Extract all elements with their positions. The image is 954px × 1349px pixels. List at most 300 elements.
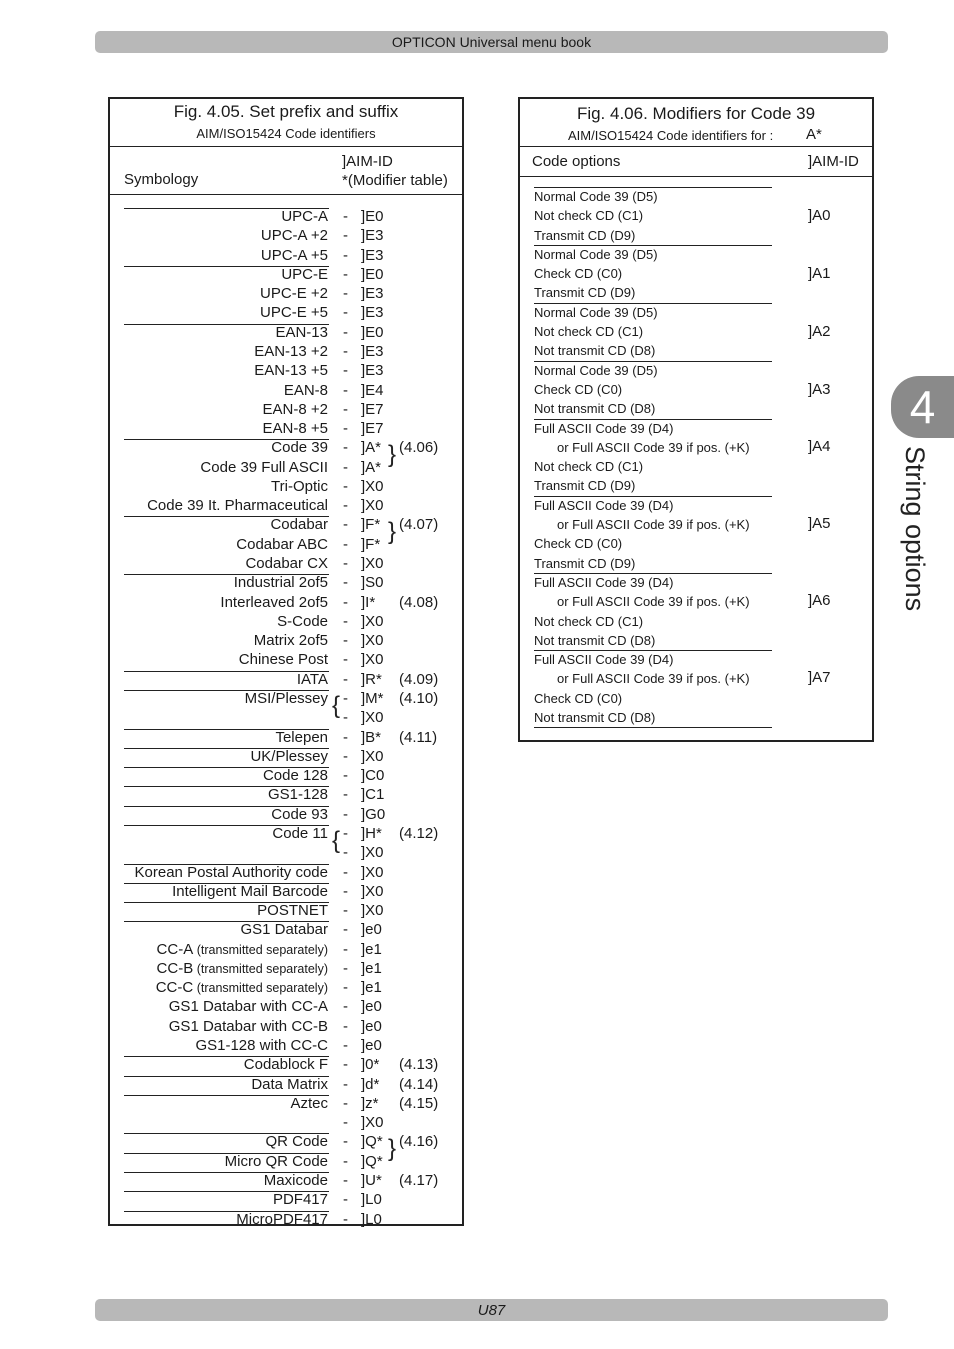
aim-id-code: ]E3	[361, 362, 384, 380]
dash-separator: -	[343, 1210, 348, 1228]
symbology-row	[110, 420, 462, 439]
symbology-row	[110, 401, 462, 420]
symbology-note: (transmitted separately)	[193, 961, 328, 976]
aim-id-code: ]E0	[361, 208, 384, 225]
symbology-name	[271, 478, 328, 495]
aim-id-code: ]H*	[361, 824, 382, 842]
group-separator	[534, 303, 772, 304]
aim-id-code: ]d*	[361, 1075, 380, 1093]
symbology-name	[268, 786, 328, 803]
symbology-name	[245, 690, 328, 707]
dash-separator: -	[343, 535, 348, 553]
aim-id-code: ]E7	[361, 400, 384, 418]
aim-id-code: ]E0	[361, 323, 384, 341]
symbology-name	[220, 594, 328, 611]
symbology-name	[263, 420, 328, 437]
aim-id-header-line2: *(Modifier table)	[342, 172, 448, 189]
code-option-line: or Full ASCII Code 39 if pos. (+K)	[557, 439, 750, 455]
fig-406-subtitle-value: A*	[806, 126, 822, 143]
symbology-name-text: Interleaved 2of5	[220, 593, 328, 611]
aim-id-code: ]E3	[361, 342, 384, 360]
dash-separator: -	[343, 227, 348, 245]
dash-separator: -	[343, 516, 348, 534]
symbology-row	[110, 998, 462, 1017]
modifier-table-ref: (4.11)	[399, 728, 438, 746]
group-separator	[534, 573, 772, 574]
modifier-table-ref: (4.14)	[399, 1075, 439, 1093]
symbology-name-text: UPC-A +5	[260, 246, 328, 264]
symbology-name	[284, 382, 328, 399]
symbology-name-text: Codablock F	[243, 1056, 328, 1074]
aim-id-code: ]X0	[361, 1114, 384, 1132]
aim-id-code: ]Q*	[361, 1152, 383, 1170]
dash-separator: -	[343, 767, 348, 785]
symbology-name-text: Tri-Optic	[271, 477, 328, 495]
dash-separator: -	[343, 1056, 348, 1074]
aim-id-code: ]e1	[361, 940, 382, 958]
code-option-line: Transmit CD (D9)	[534, 285, 636, 301]
symbology-name-text: Korean Postal Authority code	[134, 863, 328, 881]
aim-id-code: ]X0	[361, 477, 384, 495]
code-option-line: Not transmit CD (D8)	[534, 710, 656, 726]
symbology-name-text: Code 93	[271, 805, 328, 823]
aim-id-code: ]L0	[361, 1191, 382, 1209]
fig-406-title: Fig. 4.06. Modifiers for Code 39	[576, 104, 816, 123]
fig-406-column-header	[520, 147, 872, 177]
dash-separator: -	[343, 786, 348, 804]
symbology-name-text: UPC-E +2	[260, 285, 328, 303]
symbology-name	[290, 1095, 328, 1112]
symbology-name	[263, 401, 328, 418]
symbology-name	[251, 1076, 328, 1093]
aim-id-code: ]X0	[361, 747, 384, 765]
dash-separator: -	[343, 998, 348, 1016]
symbology-name-text: PDF417	[272, 1191, 328, 1209]
symbology-row	[110, 227, 462, 246]
symbology-row	[110, 1018, 462, 1037]
header-title: OPTICON Universal menu book	[391, 34, 592, 50]
symbology-note: (transmitted separately)	[193, 981, 328, 996]
symbology-name	[271, 439, 328, 456]
left-brace-icon: {	[332, 692, 341, 719]
symbology-name-text: Code 128	[262, 767, 328, 785]
symbology-name-text: UPC-E +5	[260, 304, 328, 322]
dash-separator: -	[343, 593, 348, 611]
aim-id-code: ]F*	[361, 516, 381, 534]
symbology-row	[110, 1133, 462, 1152]
chapter-title: String options	[900, 446, 930, 612]
symbology-name	[260, 285, 328, 302]
aim-id-code: ]E0	[361, 265, 384, 283]
aim-id-value: ]A7	[808, 669, 831, 687]
symbology-row	[110, 1114, 462, 1133]
symbology-row	[110, 536, 462, 555]
aim-id-code: ]I*	[361, 593, 376, 611]
symbology-name-text: POSTNET	[257, 902, 328, 920]
dash-separator: -	[343, 381, 348, 399]
symbology-name-text: GS1-128 with CC-C	[195, 1037, 328, 1055]
symbology-row	[110, 497, 462, 516]
dash-separator: -	[343, 1191, 348, 1209]
fig-405-rows	[110, 99, 462, 1228]
aim-id-code: ]X0	[361, 497, 384, 515]
code-option-line: Check CD (C0)	[534, 690, 623, 706]
symbology-name	[257, 902, 328, 919]
chapter-number: 4	[909, 381, 936, 433]
code-option-line: Normal Code 39 (D5)	[534, 246, 658, 262]
code-option-line: Not transmit CD (D8)	[534, 632, 656, 648]
dash-separator: -	[343, 1133, 348, 1151]
symbology-name	[297, 671, 328, 688]
code-option-line: Transmit CD (D9)	[534, 555, 636, 571]
fig-406-table	[518, 97, 874, 742]
group-separator	[534, 361, 772, 362]
symbology-name	[200, 459, 328, 476]
symbology-row	[110, 555, 462, 574]
symbology-name	[172, 883, 328, 900]
symbology-row	[110, 979, 462, 998]
symbology-name	[239, 651, 328, 668]
aim-id-code: ]E7	[361, 420, 384, 438]
symbology-name	[281, 208, 328, 225]
dash-separator: -	[343, 863, 348, 881]
symbology-name	[156, 979, 328, 996]
symbology-row	[110, 382, 462, 401]
symbology-name-text: Code 39 It. Pharmaceutical	[147, 497, 328, 515]
symbology-name-text: Codabar CX	[245, 555, 328, 573]
dash-separator: -	[343, 690, 348, 707]
dash-separator: -	[343, 400, 348, 418]
dash-separator: -	[343, 882, 348, 900]
symbology-name	[264, 1172, 328, 1189]
dash-separator: -	[343, 555, 348, 573]
fig-406-header	[520, 99, 872, 147]
aim-id-code: ]C1	[361, 786, 385, 804]
symbology-row	[110, 1037, 462, 1056]
aim-id-code: ]X0	[361, 651, 384, 669]
symbology-name-text: MicroPDF417	[236, 1210, 328, 1228]
symbology-name	[254, 362, 328, 379]
aim-id-value: ]A1	[808, 265, 831, 283]
symbology-row	[110, 806, 462, 825]
symbology-name-text: Telepen	[275, 728, 328, 746]
aim-id-code: ]X0	[361, 844, 384, 862]
code-option-line: Full ASCII Code 39 (D4)	[534, 420, 674, 436]
aim-id-code: ]C0	[361, 767, 385, 785]
aim-id-code: ]F*	[361, 535, 381, 553]
symbology-row	[110, 864, 462, 883]
dash-separator: -	[343, 304, 348, 322]
symbology-row	[110, 478, 462, 497]
symbology-name	[169, 1018, 328, 1035]
symbology-name-text: Codabar ABC	[236, 535, 328, 553]
fig-405-subtitle: AIM/ISO15424 Code identifiers	[196, 126, 376, 141]
code-option-line: Not check CD (C1)	[534, 459, 644, 475]
aim-id-code: ]e0	[361, 1017, 382, 1035]
group-separator	[534, 727, 772, 728]
code-option-line: Check CD (C0)	[534, 381, 623, 397]
symbology-row	[110, 208, 462, 227]
code-option-line: Transmit CD (D9)	[534, 478, 636, 494]
symbology-name-text: Aztec	[290, 1094, 328, 1112]
symbology-name-text: GS1 Databar with CC-A	[168, 998, 328, 1016]
symbology-name-text: Chinese Post	[238, 651, 328, 669]
aim-id-value: ]A3	[808, 380, 831, 398]
symbology-name-text: Micro QR Code	[224, 1152, 328, 1170]
dash-separator: -	[343, 497, 348, 515]
symbology-name	[240, 921, 328, 938]
code-option-line: Not transmit CD (D8)	[534, 343, 656, 359]
symbology-row	[110, 1153, 462, 1172]
aim-id-code: ]E3	[361, 285, 384, 303]
symbology-name-text: Matrix 2of5	[253, 632, 328, 650]
symbology-row	[110, 459, 462, 478]
symbology-name-text: GS1-128	[267, 786, 328, 804]
aim-id-code: ]X0	[361, 612, 384, 630]
modifier-table-ref: (4.13)	[399, 1056, 439, 1074]
symbology-name-text: CC-B	[156, 959, 194, 977]
aim-id-code: ]E3	[361, 227, 384, 245]
modifier-table-ref: (4.09)	[399, 670, 439, 688]
chapter-tab	[891, 376, 954, 438]
dash-separator: -	[343, 477, 348, 495]
dash-separator: -	[343, 612, 348, 630]
symbology-name	[234, 574, 328, 591]
aim-id-code: ]z*	[361, 1094, 379, 1112]
fig-405-title: Fig. 4.05. Set prefix and suffix	[173, 102, 399, 121]
dash-separator: -	[343, 979, 348, 997]
dash-separator: -	[343, 265, 348, 283]
dash-separator: -	[343, 824, 348, 842]
symbology-name	[273, 1191, 328, 1208]
symbology-name	[261, 247, 328, 264]
dash-separator: -	[343, 1094, 348, 1112]
symbology-name-text: Code 39 Full ASCII	[200, 458, 328, 476]
symbology-name-text: GS1 Databar with CC-B	[168, 1017, 328, 1035]
footer-bar	[95, 1299, 888, 1321]
right-brace-icon: }	[388, 1135, 397, 1163]
symbology-name-text: Code 39	[271, 439, 328, 457]
dash-separator: -	[343, 651, 348, 669]
symbology-name-text: QR Code	[265, 1133, 328, 1151]
symbology-row	[110, 516, 462, 535]
symbology-row	[110, 1056, 462, 1075]
symbology-row	[110, 594, 462, 613]
symbology-row	[110, 343, 462, 362]
code-options-header: Code options	[532, 153, 621, 170]
code-option-line: Normal Code 39 (D5)	[534, 304, 658, 320]
dash-separator: -	[343, 1037, 348, 1055]
symbology-name-text: EAN-8 +5	[262, 420, 328, 438]
symbology-row	[110, 709, 462, 728]
code-option-line: Not check CD (C1)	[534, 208, 644, 224]
right-brace-icon: }	[388, 518, 397, 546]
modifier-table-ref: (4.16)	[399, 1133, 439, 1151]
symbology-row	[110, 883, 462, 902]
code-option-line: Normal Code 39 (D5)	[534, 189, 658, 204]
aim-id-code: ]X0	[361, 709, 384, 727]
symbology-name	[245, 555, 328, 572]
modifier-table-ref: (4.12)	[399, 824, 439, 842]
symbology-row	[110, 651, 462, 670]
dash-separator: -	[343, 632, 348, 650]
dash-separator: -	[343, 747, 348, 765]
symbology-row	[110, 324, 462, 343]
aim-id-header: ]AIM-ID	[808, 153, 859, 170]
symbology-row	[110, 632, 462, 651]
aim-id-code: ]X0	[361, 863, 384, 881]
modifier-table-ref: (4.10)	[399, 690, 439, 707]
group-separator	[534, 187, 772, 188]
code-option-line: Not check CD (C1)	[534, 324, 644, 340]
dash-separator: -	[343, 902, 348, 920]
dash-separator: -	[343, 1172, 348, 1189]
aim-id-code: ]e0	[361, 921, 382, 939]
symbology-name-text: Intelligent Mail Barcode	[172, 882, 328, 900]
symbology-row	[110, 285, 462, 304]
symbology-name	[236, 1211, 328, 1228]
symbology-name	[261, 227, 328, 244]
dash-separator: -	[343, 420, 348, 438]
aim-id-value: ]A2	[808, 323, 831, 341]
symbology-name-text: UK/Plessey	[250, 747, 328, 765]
code-option-line: Not check CD (C1)	[534, 613, 644, 629]
aim-id-code: ]0*	[361, 1056, 380, 1074]
dash-separator: -	[343, 323, 348, 341]
code-option-line: Normal Code 39 (D5)	[534, 362, 658, 378]
aim-id-header-line1: ]AIM-ID	[342, 153, 393, 170]
code-option-line: Transmit CD (D9)	[534, 227, 636, 243]
aim-id-code: ]X0	[361, 555, 384, 573]
symbology-name-text: EAN-13 +5	[254, 362, 328, 380]
dash-separator: -	[343, 246, 348, 264]
aim-id-code: ]A*	[361, 439, 382, 457]
dash-separator: -	[343, 921, 348, 939]
modifier-table-ref: (4.15)	[399, 1094, 439, 1112]
dash-separator: -	[343, 574, 348, 592]
dash-separator: -	[343, 458, 348, 476]
symbology-row	[110, 921, 462, 940]
symbology-name	[195, 1037, 328, 1054]
dash-separator: -	[343, 940, 348, 958]
symbology-row	[110, 960, 462, 979]
symbology-row	[110, 671, 462, 690]
aim-id-code: ]e1	[361, 959, 382, 977]
symbology-name	[157, 960, 328, 977]
symbology-row	[110, 266, 462, 285]
dash-separator: -	[343, 362, 348, 380]
code-option-line: Full ASCII Code 39 (D4)	[534, 575, 674, 590]
code-option-line: Not transmit CD (D8)	[534, 401, 656, 417]
header-bar	[95, 31, 888, 53]
symbology-row	[110, 574, 462, 593]
symbology-row	[110, 690, 462, 709]
symbology-name	[263, 767, 328, 784]
group-separator	[534, 650, 772, 651]
aim-id-code: ]G0	[361, 805, 386, 823]
code-option-line: or Full ASCII Code 39 if pos. (+K)	[557, 517, 750, 533]
symbology-row	[110, 439, 462, 458]
symbology-name	[250, 748, 328, 765]
symbology-row	[110, 613, 462, 632]
dash-separator: -	[343, 208, 348, 225]
aim-id-code: ]L0	[361, 1210, 382, 1228]
aim-id-code: ]e1	[361, 979, 382, 997]
aim-id-code: ]e0	[361, 998, 382, 1016]
symbology-name-text: IATA	[296, 670, 328, 688]
symbology-row	[110, 748, 462, 767]
right-brace-icon: }	[388, 441, 397, 469]
code-option-line: or Full ASCII Code 39 if pos. (+K)	[557, 671, 750, 687]
dash-separator: -	[343, 342, 348, 360]
symbology-name	[147, 497, 328, 514]
symbology-name-text: UPC-A	[281, 208, 328, 225]
symbology-name-text: Maxicode	[263, 1172, 328, 1189]
aim-id-code: ]X0	[361, 882, 384, 900]
symbology-name-text: Code 11	[272, 824, 328, 842]
code-option-line: or Full ASCII Code 39 if pos. (+K)	[557, 594, 750, 610]
symbology-name	[271, 806, 328, 823]
symbology-name-text: EAN-13	[275, 323, 328, 341]
symbology-name-text: Data Matrix	[251, 1075, 328, 1093]
symbology-row	[110, 1211, 462, 1230]
dash-separator: -	[343, 959, 348, 977]
aim-id-value: ]A5	[808, 515, 831, 533]
code-option-line: Full ASCII Code 39 (D4)	[534, 497, 674, 513]
aim-id-value: ]A4	[808, 437, 831, 455]
symbology-name	[260, 304, 328, 321]
modifier-table-ref: (4.06)	[399, 439, 439, 457]
dash-separator: -	[343, 709, 348, 727]
symbology-header: Symbology	[124, 171, 199, 188]
symbology-row	[110, 729, 462, 748]
symbology-row	[110, 247, 462, 266]
symbology-row	[110, 941, 462, 960]
aim-id-code: ]X0	[361, 632, 384, 650]
symbology-name-text: EAN-8	[283, 381, 328, 399]
dash-separator: -	[343, 805, 348, 823]
aim-id-code: ]U*	[361, 1172, 382, 1189]
symbology-name	[157, 941, 328, 958]
symbology-row	[110, 1095, 462, 1114]
dash-separator: -	[343, 285, 348, 303]
code-option-line: Full ASCII Code 39 (D4)	[534, 652, 674, 668]
symbology-name-text: UPC-E	[281, 265, 328, 283]
aim-id-code: ]R*	[361, 670, 382, 688]
page-number: U87	[477, 1301, 506, 1319]
symbology-name-text: EAN-8 +2	[262, 400, 328, 418]
dash-separator: -	[343, 1114, 348, 1132]
symbology-row	[110, 1172, 462, 1191]
aim-id-code: ]e0	[361, 1037, 382, 1055]
symbology-name-text: MSI/Plessey	[244, 690, 328, 707]
symbology-name-text: UPC-A +2	[260, 227, 328, 245]
symbology-name	[254, 343, 328, 360]
symbology-name	[277, 613, 328, 630]
aim-id-code: ]E4	[361, 381, 384, 399]
symbology-row	[110, 362, 462, 381]
symbology-name	[275, 729, 328, 746]
symbology-name	[275, 324, 328, 341]
group-separator	[534, 419, 772, 420]
dash-separator: -	[343, 728, 348, 746]
symbology-name-text: Codabar	[270, 516, 328, 534]
symbology-row	[110, 1191, 462, 1210]
symbology-name	[169, 998, 328, 1015]
symbology-name	[265, 1133, 328, 1150]
symbology-row	[110, 825, 462, 844]
dash-separator: -	[343, 1152, 348, 1170]
